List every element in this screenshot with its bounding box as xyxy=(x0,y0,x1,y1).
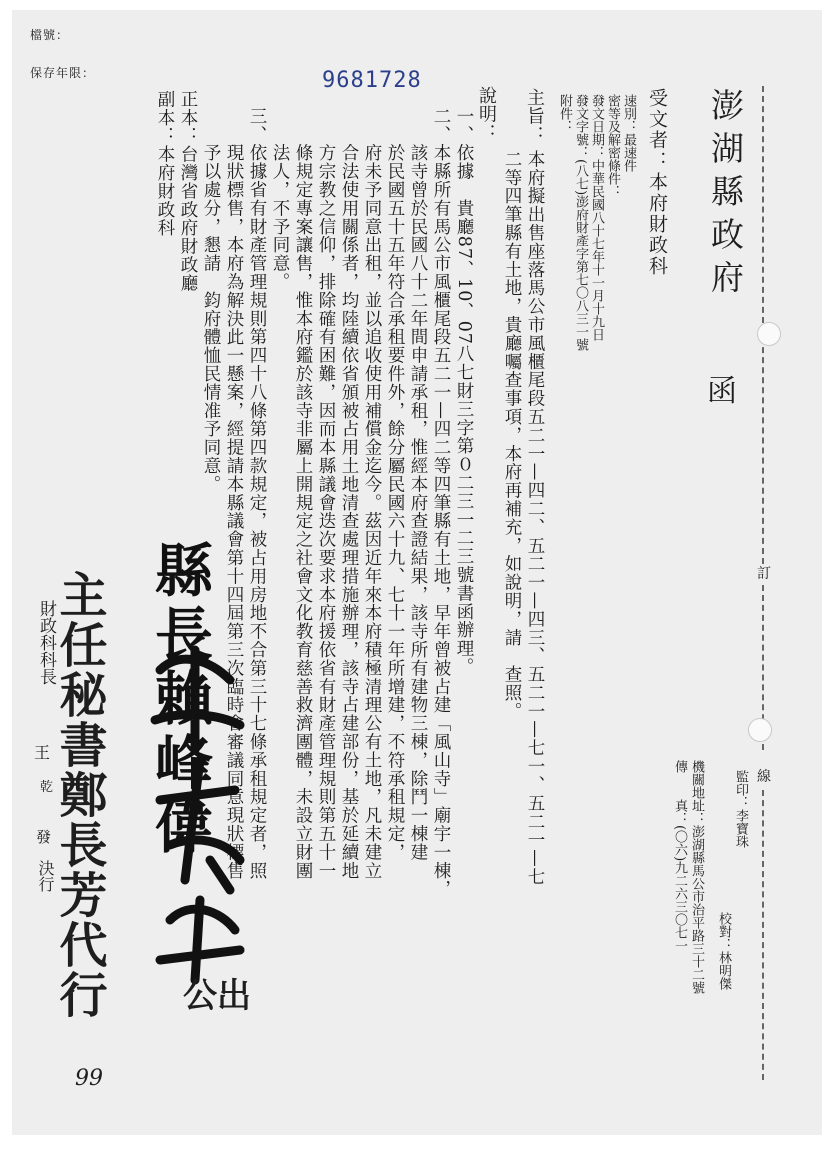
agency-address: 機關地址：澎湖縣馬公市治平路三十二號 xyxy=(689,760,704,994)
punch-hole-upper xyxy=(757,322,781,346)
explanation-line-2: 二、本縣所有馬公市風櫃尾段五二一—四二等四筆縣有土地，早年曾被占建「風山寺」廟宇一棟， xyxy=(431,107,451,899)
finance-chief-name: 王 xyxy=(34,743,51,762)
magistrate-title: 縣長賴峰偉 xyxy=(145,540,213,860)
copy-recipient: 副本：本府財政科 xyxy=(155,90,175,238)
explanation-line-6: 合法使用關係者，均陸續依省頒被占用土地清查處理措施辦理，該寺占建部份，基於延續地 xyxy=(339,107,359,880)
explanation-line-4: 於民國五十五年符合承租要件外，餘分屬民國六十九、七十一年所增建，不符承租規定， xyxy=(385,107,405,862)
subject-line-2: 二等四筆縣有土地，貴廳囑查事項，本府再補充，如說明，請 查照。 xyxy=(502,150,522,721)
original-recipient: 正本：台灣省政府財政廳 xyxy=(178,90,198,293)
file-number-label: 檔號： xyxy=(30,28,70,42)
explanation-line-1: 一、依據 貴廳87、10、07八七財三字第０二三一二三號書函辦理。 xyxy=(454,107,474,677)
official-trip-mark: 公出 xyxy=(183,976,251,1016)
explanation-line-12: 予以處分，懇請 鈞府體恤民情准予同意。 xyxy=(201,107,221,494)
subject-label: 主旨： xyxy=(524,88,545,145)
document-type: 函 xyxy=(707,374,737,409)
secrecy-line: 密等及解密條件： xyxy=(605,94,620,198)
decision-label: 決行 xyxy=(36,860,55,892)
retention-period-label: 保存年限： xyxy=(30,66,96,80)
document-number-stamp: 9681728 xyxy=(322,68,422,93)
issue-date-line: 發文日期：中華民國八十七年十一月十九日 xyxy=(589,94,604,341)
subject-line-1: 本府擬出售座落馬公市風櫃尾段五二一—四二、五二一—四三、五二一—七一、五二一—七 xyxy=(525,150,545,886)
binding-line-lower xyxy=(762,790,764,1080)
explanation-line-5: 府未予同意出租，並以追收使用補償金迄今。茲因近年來本府積極清理公有土地，凡未建立 xyxy=(362,107,382,880)
explanation-line-8: 條規定專案讓售，惟本府鑑於該寺非屬上開規定之社會文化教育慈善救濟團體，未設立財團 xyxy=(293,107,313,880)
binding-mark-upper: 訂 xyxy=(757,566,771,582)
explanation-line-3: 該寺曾於民國八十二年間申請承租，惟經本府查證結果，該寺所有建物三棟，除鬥一棟建 xyxy=(408,107,428,862)
issuer-name: 澎湖縣政府 xyxy=(706,88,745,303)
binding-mark-lower: 線 xyxy=(757,769,771,785)
finance-chief-mark: 乾 xyxy=(40,780,54,795)
explanation-line-7: 方宗教之信仰，排除確有困難，因而本縣議會迭次要求本府援依省有財產管理規則第五十一 xyxy=(316,107,336,880)
page-number: 99 xyxy=(75,1066,103,1091)
attachment-line: 附件： xyxy=(557,94,572,133)
punch-hole-lower xyxy=(748,718,772,742)
explanation-line-11: 現狀標售，本府為解決此一懸案，經提請本縣議會第十四屆第三次臨時會審議同意現狀標售 xyxy=(224,107,244,880)
agency-fax: 傳 真：(〇六)九二六三〇七一 xyxy=(672,760,687,953)
finance-chief-label: 財政科科長 xyxy=(36,600,56,685)
dispatch-label: 發 xyxy=(36,828,52,846)
proofreader-line: 校對：林明傑 xyxy=(716,912,731,990)
explanation-label: 說明： xyxy=(476,86,497,143)
urgency-line: 速別：最速件 xyxy=(621,94,636,172)
supervisor-stamp-line: 監印：李寶珠 xyxy=(733,770,748,848)
issue-number-line: 發文字號：(八七)澎府財產字第七〇八三一號 xyxy=(573,94,588,352)
explanation-line-10: 三、依據省有財產管理規則第四十八條第四款規定，被占用房地不合第三十七條承租規定者，照 xyxy=(247,107,267,880)
explanation-line-9: 法人，不予同意。 xyxy=(270,107,290,291)
recipient-line: 受文者：本府財政科 xyxy=(646,88,668,277)
magistrate-handwriting xyxy=(140,630,250,990)
chief-secretary-signature: 主任秘書鄭長芳代行 xyxy=(51,570,107,1020)
